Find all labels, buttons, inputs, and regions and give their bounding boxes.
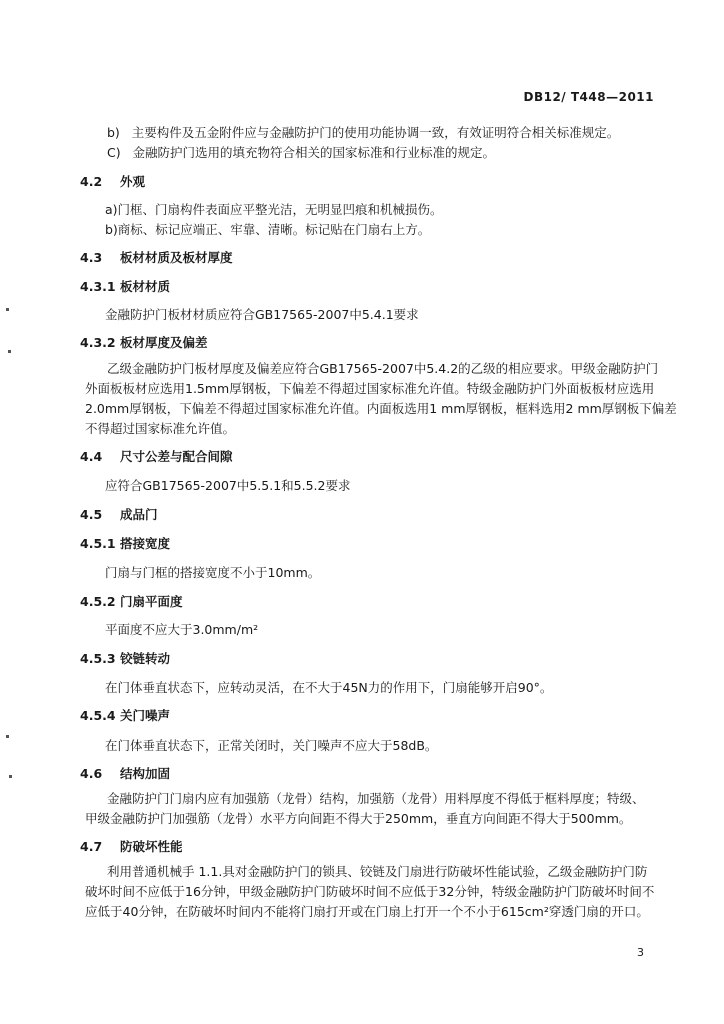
section-4-5-3-text: 在门体垂直状态下，应转动灵活，在不大于45N力的作用下，门扇能够开启90°。 (105, 680, 553, 695)
section-4-7-paragraph (85, 862, 657, 922)
section-4-5-heading: 4.5 成品门 (80, 507, 158, 522)
section-4-5-1-heading: 4.5.1 搭接宽度 (80, 536, 171, 551)
section-4-4-text: 应符合GB17565-2007中5.5.1和5.5.2要求 (105, 478, 351, 493)
scan-speck (9, 775, 12, 778)
paragraph-line: 不得超过国家标准允许值。 (85, 421, 236, 436)
section-4-5-2-text: 平面度不应大于3.0mm/m² (105, 622, 259, 637)
paragraph-line: 破坏时间不应低于16分钟，甲级金融防护门防破坏时间不应低于32分钟，特级金融防护门防破坏时间不 (85, 884, 655, 899)
item-b (107, 123, 619, 141)
scan-speck (6, 735, 9, 738)
section-4-6-paragraph (85, 789, 657, 829)
section-4-5-4-text: 在门体垂直状态下，正常关闭时，关门噪声不应大于58dB。 (105, 738, 438, 753)
paragraph-line: 甲级金融防护门加强筋（龙骨）水平方向间距不得大于250mm，垂直方向间距不得大于500mm。 (85, 811, 632, 826)
section-4-5-2-heading: 4.5.2 门扇平面度 (80, 594, 183, 609)
section-4-3-1-text: 金融防护门板材材质应符合GB17565-2007中5.4.1要求 (105, 307, 419, 322)
section-4-5-3-heading: 4.5.3 铰链转动 (80, 651, 171, 666)
section-4-4-heading: 4.4 尺寸公差与配合间隙 (80, 449, 233, 464)
paragraph-line: 外面板板材应选用1.5mm厚钢板，下偏差不得超过国家标准允许值。特级金融防护门外面板板材应选用 (85, 381, 655, 396)
item-c-label: C) (107, 145, 121, 160)
section-4-2-heading: 4.2 外观 (80, 174, 146, 189)
section-4-3-1-heading: 4.3.1 板材材质 (80, 279, 171, 294)
section-4-2-item-b: b)商标、标记应端正、牢靠、清晰。标记贴在门扇右上方。 (105, 222, 431, 237)
section-4-6-heading: 4.6 结构加固 (80, 766, 171, 781)
section-4-3-2-heading: 4.3.2 板材厚度及偏差 (80, 335, 208, 350)
item-b-label: b) (107, 125, 120, 140)
item-c (107, 143, 495, 161)
section-4-7-heading: 4.7 防破坏性能 (80, 839, 183, 854)
section-4-3-heading: 4.3 板材材质及板材厚度 (80, 250, 233, 265)
paragraph-line: 2.0mm厚钢板，下偏差不得超过国家标准允许值。内面板选用1 mm厚钢板，框料选用2 mm厚钢板下偏差 (85, 401, 677, 416)
section-4-3-2-paragraph (85, 359, 677, 439)
scan-speck (8, 350, 11, 353)
item-c-text: 金融防护门选用的填充物符合相关的国家标准和行业标准的规定。 (132, 145, 496, 160)
section-4-2-item-a: a)门框、门扇构件表面应平整光洁，无明显凹痕和机械损伤。 (105, 202, 443, 217)
section-4-5-4-heading: 4.5.4 关门噪声 (80, 708, 171, 723)
section-4-5-1-text: 门扇与门框的搭接宽度不小于10mm。 (105, 565, 321, 580)
document-code: DB12/ T448—2011 (523, 90, 654, 104)
paragraph-line: 金融防护门门扇内应有加强筋（龙骨）结构，加强筋（龙骨）用料厚度不得低于框料厚度；特级、 (107, 791, 645, 806)
item-b-text: 主要构件及五金附件应与金融防护门的使用功能协调一致，有效证明符合相关标准规定。 (131, 125, 620, 140)
page-number: 3 (637, 946, 644, 959)
paragraph-line: 应低于40分钟，在防破坏时间内不能将门扇打开或在门扇上打开一个不小于615cm²穿透门扇的开口。 (85, 904, 649, 919)
paragraph-line: 乙级金融防护门板材厚度及偏差应符合GB17565-2007中5.4.2的乙级的相应要求。甲级金融防护门 (107, 361, 659, 376)
paragraph-line: 利用普通机械手 1.1.具对金融防护门的锁具、铰链及门扇进行防破坏性能试验，乙级金融防护门防 (107, 864, 648, 879)
scan-speck (6, 308, 9, 311)
